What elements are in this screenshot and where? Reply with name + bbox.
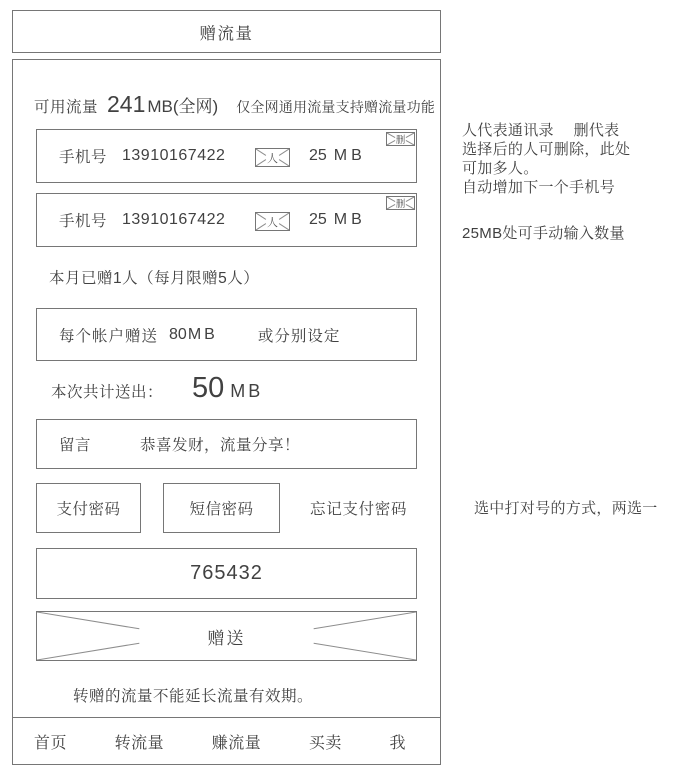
annotation-line: 可加多人。 [462,160,539,177]
monthly-quota-status: 本月已赠1人（每月限赠5人） [49,270,260,287]
message-input[interactable]: 恭喜发财，流量分享！ [140,437,301,454]
annotation-contacts-note [462,121,630,197]
per-account-unit: MB [187,325,218,343]
contact-icon: 人 [267,216,278,229]
recipient-amount[interactable] [309,211,366,229]
annotation-amount-note: 25MB处可手动输入数量 [462,225,625,242]
available-balance-row [34,91,435,118]
available-balance-note: 仅全网通用流量支持赠流量功能 [236,99,436,115]
contact-picker-button[interactable] [255,212,290,231]
nav-item-trade[interactable]: 买卖 [308,734,342,752]
per-account-label: 每个帐户赠送 [59,327,159,345]
recipient-amount-unit: MB [333,147,366,164]
password-code-input[interactable]: 765432 [36,548,417,599]
phone-number-input[interactable]: 13910167422 [122,147,226,164]
contact-picker-button[interactable] [255,148,290,167]
annotation-line: 人代表通讯录 删代表 [462,122,620,139]
gift-submit-button[interactable] [36,611,417,661]
message-label: 留言 [59,437,92,454]
app-header [12,10,441,53]
pay-password-button[interactable]: 支付密码 [36,483,141,533]
total-label: 本次共计送出： [51,384,164,401]
app-body [12,59,441,765]
per-account-value[interactable]: 80 [169,325,187,343]
forgot-password-link[interactable]: 忘记支付密码 [310,501,408,518]
phone-number-label: 手机号 [59,213,108,230]
annotation-line: 自动增加下一个手机号 [462,179,616,196]
delete-recipient-button[interactable] [386,196,415,210]
per-account-amount-box [36,308,417,361]
annotation-line: 选择后的人可删除，此处 [462,141,631,158]
delete-recipient-button[interactable] [386,132,415,146]
available-balance-value: 241 [107,91,146,117]
total-unit: MB [230,381,264,401]
recipient-amount[interactable] [309,147,366,165]
recipient-row-1 [36,129,417,183]
bottom-navbar [13,717,440,764]
nav-item-transfer-data[interactable]: 转流量 [114,734,165,752]
available-balance-unit: MB(全网) [147,97,219,116]
set-individually-link[interactable]: 或分别设定 [257,327,341,345]
delete-icon: 删 [395,135,406,146]
gift-button-label: 赠送 [207,628,246,648]
delete-icon: 删 [395,199,406,210]
recipient-amount-unit: MB [333,211,366,228]
total-value: 50 [192,372,225,404]
sms-password-button[interactable]: 短信密码 [163,483,280,533]
recipient-row-2 [36,193,417,247]
phone-number-label: 手机号 [59,149,108,166]
recipient-amount-value[interactable]: 25 [309,147,327,164]
annotation-password-note: 选中打对号的方式，两选一 [474,500,658,517]
phone-number-input[interactable]: 13910167422 [122,211,226,228]
validity-footnote: 转赠的流量不能延长流量有效期。 [73,688,314,705]
message-box [36,419,417,469]
total-row [51,372,263,405]
available-balance-label: 可用流量 [34,99,99,116]
nav-item-home[interactable]: 首页 [34,734,68,752]
nav-item-earn-data[interactable]: 赚流量 [211,734,262,752]
nav-item-me[interactable]: 我 [389,734,406,752]
contact-icon: 人 [267,152,278,165]
page-title: 赠流量 [199,24,254,43]
recipient-amount-value[interactable]: 25 [309,211,327,228]
